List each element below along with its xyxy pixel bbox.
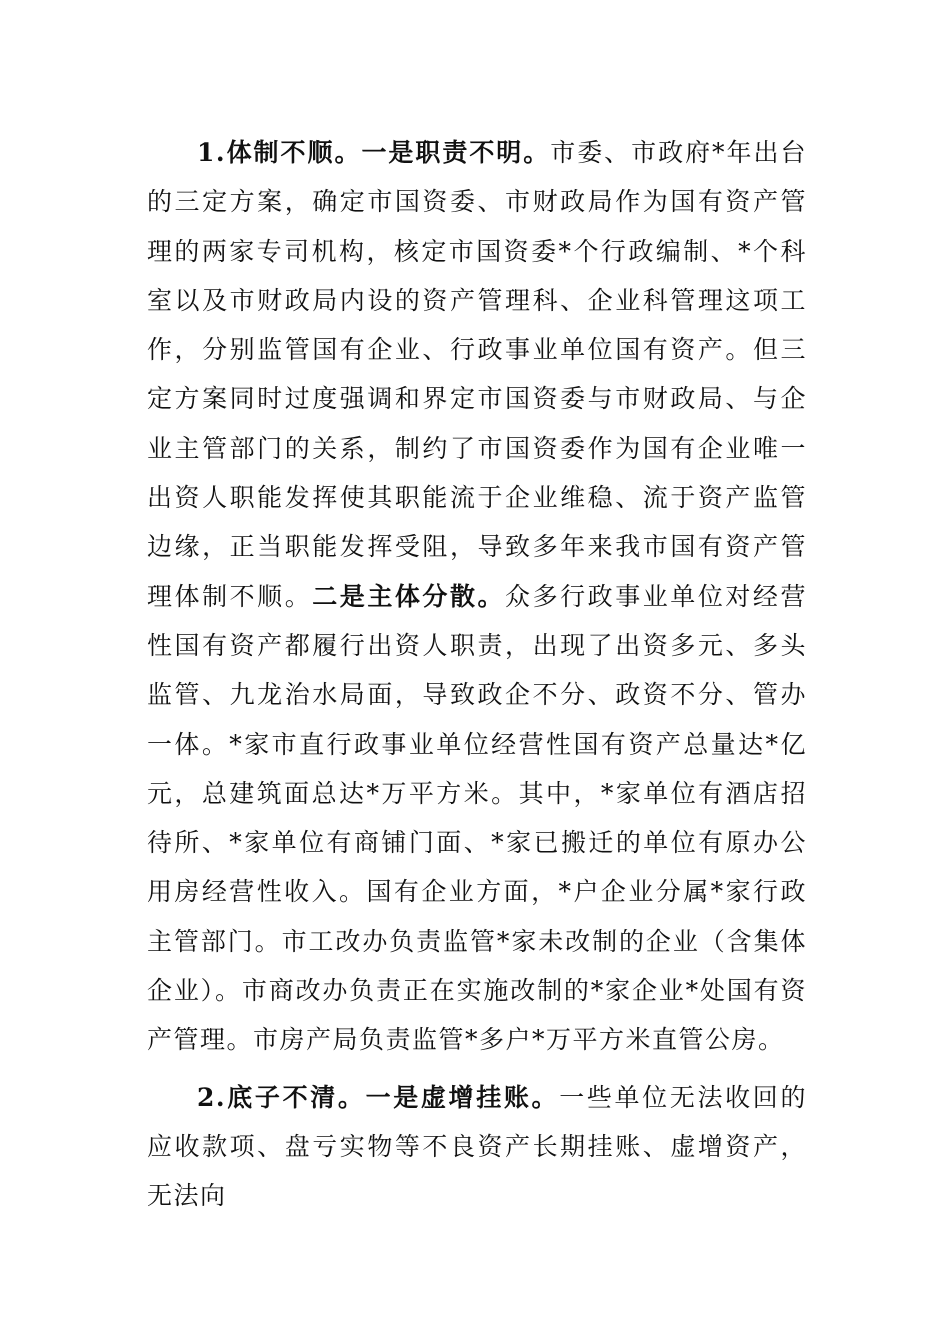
- section-heading: 2.底子不清。: [197, 1082, 366, 1112]
- document-page: [147, 128, 807, 1221]
- section-heading: 1.体制不顺。: [197, 138, 362, 167]
- subheading-scattered-subjects: 二是主体分散。: [312, 581, 506, 611]
- body-text: 市委、市政府*年出台的三定方案，确定市国资委、市财政局作为国有资产管理的两家专司机构，核定市国资委*个行政编制、*个科室以及市财政局内设的资产管理科、企业科管理这项工作，分别监管国有企业、行政事业单位国有资产。但三定方案同时过度强调和界定市国资委与市财政局、与企业主管部门的关系，制约了市国资委作为国有企业唯一出资人职能发挥使其职能流于企业维稳、流于资产监管边缘，正当职能发挥受阻，导致多年来我市国有资产管理体制不顺。: [147, 138, 807, 611]
- body-text: 众多行政事业单位对经营性国有资产都履行出资人职责，出现了出资多元、多头监管、九龙治水局面，导致政企不分、政资不分、管办一体。*家市直行政事业单位经营性国有资产总量达*亿元，总建筑面总达*万平方米。其中，*家单位有酒店招待所、*家单位有商铺门面、*家已搬迁的单位有原办公用房经营性收入。国有企业方面，*户企业分属*家行政主管部门。市工改办负责监管*家未改制的企业（含集体企业）。市商改办负责正在实施改制的*家企业*处国有资产管理。市房产局负责监管*多户*万平方米直管公房。: [147, 581, 807, 1055]
- paragraph-institutional-issues: [147, 128, 807, 1065]
- paragraph-unclear-assets: [147, 1073, 807, 1221]
- subheading-inflated-accounts: 一是虚增挂账。: [365, 1082, 560, 1112]
- body-text: 一些单位无法收回的应收款项、盘亏实物等不良资产长期挂账、虚增资产，无法向: [147, 1082, 807, 1211]
- subheading-unclear-duties: 一是职责不明。: [361, 138, 551, 167]
